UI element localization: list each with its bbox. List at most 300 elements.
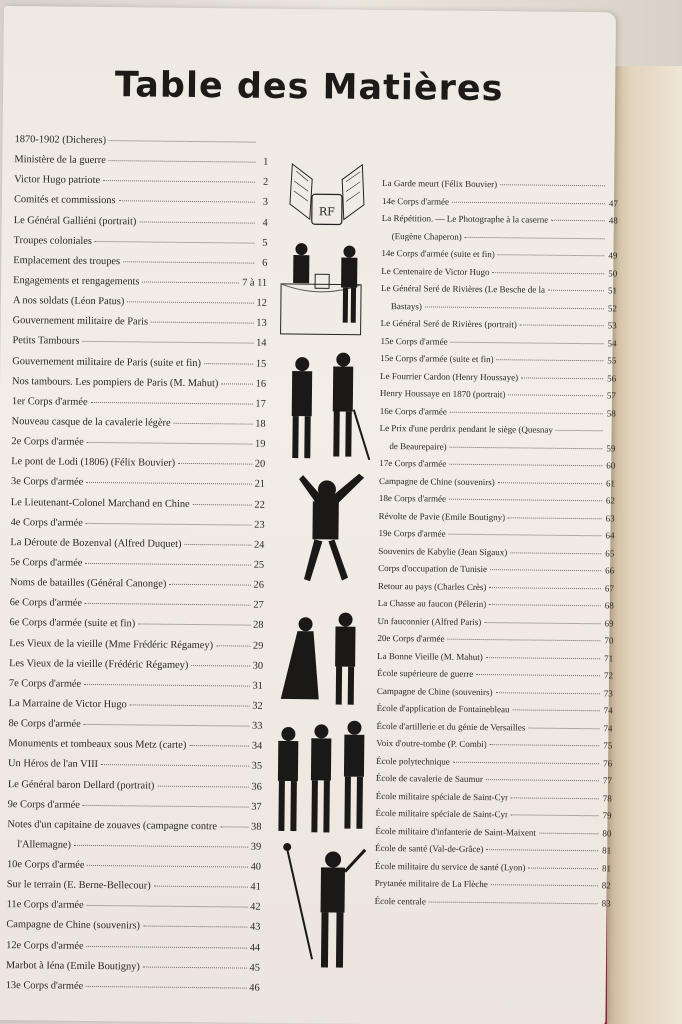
toc-entry-title: Retour au pays (Charles Crès) [377,580,487,592]
dot-leader [127,301,253,303]
toc-entry [9,698,263,721]
toc-entry-title: 8e Corps d'armée [8,718,81,730]
toc-entry-page: 20 [254,458,266,471]
toc-entry-title: 19e Corps d'armée [378,527,446,539]
toc-entry-page: 24 [253,539,265,551]
dot-leader [91,402,253,405]
dot-leader [521,377,603,379]
dot-leader [95,241,255,244]
marching-figure-illustration [282,843,365,968]
toc-entry-page: 7 à 11 [242,277,268,289]
toc-entry-title: 1er Corps d'armée [11,395,88,408]
toc-entry-title: Comités et commissions [13,194,116,207]
dot-leader [486,849,598,851]
toc-entry-page: 38 [250,821,262,833]
toc-entry [8,779,262,802]
toc-entry-page: 68 [604,600,614,611]
toc-entry-title: 17e Corps d'armée [379,457,447,469]
toc-entry [13,235,267,258]
toc-entry-page: 71 [604,652,614,663]
dot-leader [490,569,601,571]
toc-entry [13,315,267,338]
dot-leader [151,322,253,324]
dot-leader [511,797,599,799]
toc-entry [11,456,265,479]
toc-entry-title: Souvenirs de Kabylie (Jean Sigaux) [378,545,508,557]
dot-leader [449,534,602,537]
toc-entry [9,678,263,701]
toc-entry-page: 27 [253,599,264,611]
dot-leader [84,724,249,727]
toc-entry-page: 2 [262,177,269,189]
dot-leader [83,805,248,808]
toc-entry-title: Le Prix d'une perdrix pendant le siège (Quesnay [379,422,553,435]
toc-entry-title: Prytanée militaire de La Flèche [374,877,488,890]
dot-leader [496,692,600,694]
toc-entry-title: Les Vieux de la vieille (Frédéric Régamey) [9,657,189,671]
toc-entry-page: 5 [262,237,268,249]
toc-entry-title: Corps d'occupation de Tunisie [378,562,488,575]
toc-entry-page: 13 [256,317,267,330]
toc-entry-title: 3e Corps d'armée [10,476,84,489]
toc-entry-title: École polytechnique [376,755,450,767]
toc-entry-page: 48 [608,215,618,226]
toc-entry-page: 52 [607,302,617,313]
dot-leader [87,442,252,445]
dot-leader [174,423,253,425]
toc-entry [12,396,266,419]
dot-leader [123,261,254,263]
toc-entry-page: 22 [254,499,265,511]
dot-leader [87,946,247,949]
toc-entry-title: Un fauconnier (Alfred Paris) [377,615,482,627]
dot-leader [449,499,602,502]
dot-leader [74,845,248,848]
dot-leader [556,430,603,431]
toc-entry-title: Victor Hugo patriote [14,174,101,187]
toc-entry-page: 79 [602,810,612,821]
toc-entry [6,980,260,1003]
toc-entry [14,174,268,197]
toc-entry-title: 15e Corps d'armée [380,335,448,347]
toc-entry [10,597,264,620]
dot-leader [178,463,252,465]
dot-leader [528,867,598,869]
toc-entry-title: Emplacement des troupes [13,254,121,268]
toc-entry [12,376,266,399]
dot-leader [154,886,248,888]
toc-entry-title: La Garde meurt (Félix Bouvier) [382,177,498,190]
toc-entry-page: 55 [607,355,617,366]
toc-entry-title: Nouveau casque de la cavalerie légère [11,416,171,429]
toc-entry-page: 34 [251,740,263,752]
dot-leader [85,603,250,606]
dot-leader [476,674,600,676]
toc-entry-page: 49 [608,250,618,261]
toc-entry [6,940,260,963]
toc-entry-title: Nos tambours. Les pompiers de Paris (M. Mahut) [12,375,219,389]
toc-entry-title: 6e Corps d'armée (suite et fin) [9,617,136,630]
toc-entry-title: École de santé (Val-de-Grâce) [375,842,484,855]
dot-leader [450,411,603,414]
dot-leader [497,359,604,361]
toc-entry-page: 63 [605,512,615,523]
dot-leader [539,832,598,834]
toc-entry [8,758,262,781]
toc-entry-title: l'Allemagne) [17,839,72,851]
book-page [0,6,619,1024]
toc-entry [13,275,267,298]
toc-entry-page: 67 [604,582,614,593]
toc-entry [13,295,267,318]
dot-leader [189,745,249,747]
toc-entry-page: 35 [251,760,263,773]
toc-entry-title: (Eugène Chaperon) [391,230,462,242]
toc-entry-page: 61 [605,477,616,488]
toc-entry-title: 13e Corps d'armée [5,979,84,992]
toc-entry [375,895,611,915]
toc-entry-page: 19 [254,438,266,450]
toc-entry [6,920,260,943]
dot-leader [508,517,602,519]
dot-leader [103,180,255,183]
toc-entry-title: Un Héros de l'an VIII [8,758,99,771]
toc-entry-title: Le pont de Lodi (1806) (Félix Bouvier) [11,456,176,470]
toc-entry-title: 14e Corps d'armée (suite et fin) [381,247,495,260]
dot-leader [143,966,247,968]
dot-leader [486,779,599,781]
toc-entry [14,134,268,157]
toc-entry-title: Sur le terrain (E. Berne-Bellecour) [6,879,151,892]
toc-entry-page: 56 [607,372,617,383]
toc-entry-page: 46 [249,982,260,994]
toc-entry-page: 64 [605,530,615,541]
voting-scene-illustration [281,243,362,335]
toc-entry-page: 42 [250,901,261,914]
toc-entry-title: Ministère de la guerre [14,154,106,167]
toc-entry-title: 18e Corps d'armée [378,492,447,504]
dot-leader [489,604,601,606]
toc-entry-title: 7e Corps d'armée [8,677,82,690]
dot-leader [498,254,605,256]
toc-entry-page: 78 [602,792,612,803]
toc-entry-page: 37 [251,801,262,813]
toc-entry-title: École militaire d'infanterie de Saint-Maixent [375,825,537,838]
dot-leader [191,665,249,667]
toc-entry-title: 2e Corps d'armée [11,436,84,448]
toc-entry-title: 4e Corps d'armée [10,516,83,529]
dot-leader [484,622,600,624]
toc-entry [14,154,268,177]
toc-entry-page: 58 [606,407,616,418]
toc-entry-title: 14e Corps d'armée [381,195,450,207]
toc-entry-page: 57 [606,390,617,401]
toc-entry [14,195,268,218]
dot-leader [130,704,250,706]
toc-entry-page: 15 [255,358,267,370]
toc-entry-title: 12e Corps d'armée [6,939,84,952]
toc-entry-page: 1 [263,156,269,168]
dot-leader [138,624,250,626]
dancing-figure-illustration [298,473,364,582]
toc-entry-page: 70 [604,635,614,646]
toc-entry-title: École supérieure de guerre [376,667,474,679]
toc-entry-title: Voix d'outre-tombe (P. Combi) [376,737,487,750]
toc-entry-page: 53 [607,320,617,331]
toc-entry-title: Gouvernement militaire de Paris [12,315,149,328]
toc-entry-page: 66 [605,565,615,576]
dot-leader [87,905,248,908]
toc-entry-page: 47 [608,197,619,208]
dot-leader [489,587,601,589]
dot-leader [500,184,605,186]
toc-entry-page: 33 [252,720,263,732]
toc-entry-title: Les Vieux de la vieille (Mme Frédéric Régamey) [9,637,214,651]
toc-entry [11,436,265,459]
dot-leader [220,826,248,827]
dot-leader [465,236,605,238]
toc-entry [14,215,268,238]
dot-leader [450,446,603,449]
toc-entry-title: Engagements et rengagements [13,275,140,288]
toc-entry-title: 16e Corps d'armée [379,405,447,417]
toc-entry-title: 11e Corps d'armée [6,899,84,912]
dot-leader [453,761,599,764]
dot-leader [548,290,604,292]
toc-entry-page: 74 [603,705,613,716]
toc-entry-page: 23 [254,519,265,531]
dot-leader [486,657,600,659]
dot-leader [101,764,249,767]
dot-leader [169,584,250,586]
toc-entry [9,658,263,681]
toc-entry-page: 6 [262,257,268,269]
toc-entry-title: Monuments et tombeaux sous Metz (carte) [8,738,187,752]
toc-entry-page: 41 [250,881,261,893]
dot-leader [85,563,250,566]
toc-entry-title: Le Général Seré de Rivières (portrait) [380,317,517,330]
toc-entry-title: École militaire spéciale de Saint-Cyr [375,790,509,802]
dot-leader [551,220,605,222]
dot-leader [184,544,251,546]
toc-entry-title: La Déroute de Bozenval (Alfred Duquet) [10,536,182,550]
toc-entry-title: 6e Corps d'armée [9,597,83,610]
toc-entry [9,638,263,661]
dot-leader [451,341,604,344]
toc-entry-title: 1870-1902 (Dicheres) [14,134,107,147]
dot-leader [510,552,601,554]
toc-entry-page: 26 [253,579,265,591]
toc-entry [12,356,266,379]
toc-entry-page: 16 [255,378,267,390]
toc-entry-title: La Chasse au faucon (Pélerin) [377,597,487,610]
toc-entry-page: 39 [250,841,262,853]
toc-entry-page: 28 [253,620,264,632]
toc-entry [10,537,264,560]
dot-leader [429,901,598,904]
toc-entry-title: 15e Corps d'armée (suite et fin) [380,352,494,365]
toc-entry [10,517,264,540]
toc-entry-page: 51 [608,285,618,296]
dot-leader [491,884,598,886]
toc-entry [8,718,262,741]
toc-entry-page: 18 [255,418,266,430]
toc-entry [13,255,267,278]
toc-entry-title: 10e Corps d'armée [6,859,85,871]
dot-leader [490,744,600,746]
toc-entry-page: 30 [252,660,264,672]
dot-leader [204,363,253,365]
toc-entry-title: École militaire du service de santé (Lyon) [374,860,526,873]
dot-leader [528,727,599,729]
toc-entry [7,839,261,862]
dot-leader [86,523,251,526]
toc-entry-title: Le Général Seré de Rivières (Le Besche de la [381,282,546,295]
toc-entry-page: 50 [608,267,618,278]
toc-entry-page: 14 [256,338,267,350]
flag-trophy-illustration [290,164,365,225]
toc-entry [10,557,264,580]
toc-entry-title: Campagne de Chine (souvenirs) [6,919,141,932]
toc-entry-page: 12 [256,297,267,309]
toc-entry [6,960,260,983]
toc-entry [7,819,261,842]
dot-leader [449,464,602,467]
toc-entry-title: Campagne de Chine (souvenirs) [376,685,493,697]
toc-entry-title: Le Général Galliéni (portrait) [13,214,137,227]
toc-entry-title: École d'application de Fontainebleau [376,702,510,715]
dot-leader [447,639,600,642]
toc-entry-title: Gouvernement militaire de Paris (suite et fin) [12,355,202,369]
dot-leader [86,986,246,989]
toc-entry [7,879,261,902]
group-illustration [277,720,364,833]
dot-leader [142,281,239,283]
toc-entry-page: 40 [250,861,262,873]
toc-entry-page: 77 [602,775,612,786]
illustration-column [264,159,383,980]
toc-left-column [6,134,269,1003]
toc-entry-page: 54 [607,337,617,348]
toc-entry [11,476,265,499]
dot-leader [512,709,599,711]
dot-leader [452,201,605,204]
dot-leader [508,394,603,396]
dot-leader [87,865,247,868]
dot-leader [119,201,255,203]
toc-entry-page: 60 [606,460,616,471]
toc-entry-page: 83 [601,897,611,908]
dot-leader [157,785,248,787]
dot-leader [221,383,252,384]
toc-entry-page: 44 [249,942,261,954]
toc-entry-page: 82 [601,880,611,891]
toc-entry-title: Henry Houssaye en 1870 (portrait) [379,387,506,400]
toc-entry-page: 43 [249,922,261,934]
toc-entry-page: 73 [603,687,613,698]
toc-entry [10,577,264,600]
toc-entry-title: 5e Corps d'armée [10,557,83,569]
toc-entry-title: Noms de batailles (Général Canonge) [9,577,167,590]
toc-entry-title: 9e Corps d'armée [7,798,80,811]
dot-leader [109,140,256,143]
dot-leader [511,814,599,816]
toc-entry-title: Le Fourrier Cardon (Henry Houssaye) [380,370,519,382]
toc-entry [11,497,265,520]
toc-entry-title: École d'artillerie et du génie de Versailles [376,720,526,732]
toc-entry-page: 45 [249,962,260,974]
toc-entry-page: 17 [255,398,266,410]
toc-entry-title: A nos soldats (Léon Patus) [12,295,125,308]
toc-entry-title: 20e Corps d'armée [377,632,445,644]
toc-entry-title: La Répétition. — Le Photographe à la caserne [381,212,549,225]
toc-entry-title: Notes d'un capitaine de zouaves (campagne contre [7,818,218,833]
toc-entry [7,799,261,822]
dot-leader [493,272,605,274]
toc-entry-page: 72 [603,670,614,681]
toc-entry-page: 4 [262,217,268,229]
page-title: Table des Matières [114,65,504,110]
toc-entry-page: 81 [602,845,612,856]
toc-entry-page: 31 [252,680,263,692]
toc-entry-title: École militaire spéciale de Saint-Cyr [375,807,509,820]
toc-entry-title: La Marraine de Victor Hugo [8,698,127,711]
dot-leader [498,482,602,484]
toc-entry [12,336,266,359]
toc-entry-page: 74 [603,722,613,733]
toc-entry [7,859,261,882]
toc-entry-page: 25 [253,559,265,571]
toc-entry-title: Le Centenaire de Victor Hugo [381,265,490,277]
toc-entry-page: 65 [605,547,615,558]
toc-entry-page: 3 [262,197,269,209]
toc-entry-title: Le Général baron Dellard (portrait) [7,778,155,792]
toc-entry-page: 29 [252,640,264,652]
toc-entry-title: Bastays) [390,300,422,311]
dot-leader [139,221,254,223]
toc-entry-title: Troupes coloniales [13,234,93,247]
toc-right-column [375,178,619,915]
toc-entry-page: 32 [252,700,263,712]
couple-illustration [281,612,356,705]
toc-entry [9,617,263,640]
toc-entry-page: 75 [603,740,613,751]
toc-entry-title: École de cavalerie de Saumur [375,772,483,785]
dot-leader [82,341,253,344]
toc-entry-title: Le Lieutenant-Colonel Marchand en Chine [10,496,190,510]
toc-entry-page: 81 [601,862,612,873]
soldiers-illustration [291,352,370,460]
dot-leader [425,306,604,309]
dot-leader [86,482,251,485]
toc-entry-title: La Bonne Vieille (M. Mahut) [377,650,483,662]
toc-entry-page: 76 [603,757,613,768]
dot-leader [109,160,256,163]
toc-entry-title: École centrale [374,895,426,906]
toc-entry-title: Révolte de Pavie (Emile Boutigny) [378,510,506,522]
toc-entry-title: Petits Tambours [12,335,80,348]
toc-entry [6,899,260,922]
dot-leader [216,645,250,646]
toc-entry-page: 62 [605,495,615,506]
toc-entry-title: Campagne de Chine (souvenirs) [378,475,495,487]
toc-entry [11,416,265,439]
toc-entry [8,738,262,761]
dot-leader [84,684,249,687]
dot-leader [520,324,604,326]
banner-monogram: RF [318,205,335,219]
dot-leader [143,926,247,928]
